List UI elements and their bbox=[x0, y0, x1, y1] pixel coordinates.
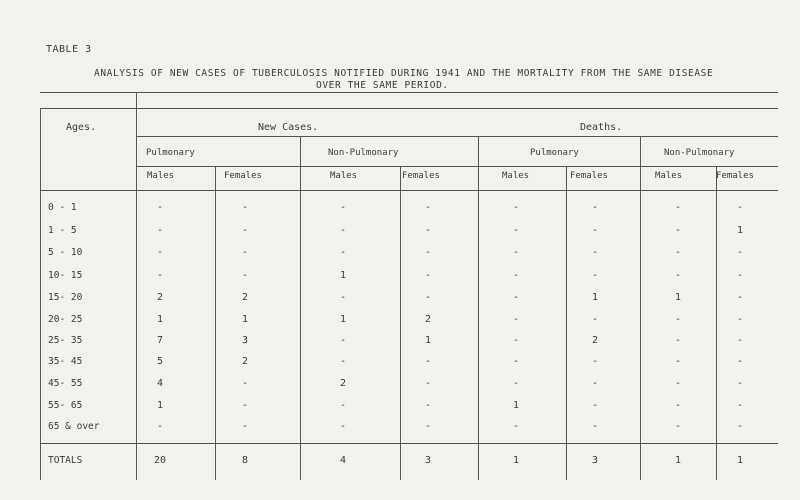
cell-new-pulm-males: 1 bbox=[156, 314, 164, 325]
age-group: 35- 45 bbox=[48, 356, 83, 367]
cell-deaths-pulm-males: - bbox=[512, 421, 520, 432]
cell-deaths-pulm-males: - bbox=[512, 270, 520, 281]
cell-new-nonpulm-females: 2 bbox=[424, 314, 432, 325]
cell-new-pulm-males: - bbox=[156, 225, 164, 236]
cell-deaths-pulm-females: - bbox=[591, 225, 599, 236]
cell-new-nonpulm-females: - bbox=[424, 202, 432, 213]
cell-new-nonpulm-males: - bbox=[339, 225, 347, 236]
total-new-pulm-males: 20 bbox=[153, 455, 167, 466]
cell-deaths-pulm-females: - bbox=[591, 356, 599, 367]
header-deaths-non-pulmonary: Non-Pulmonary bbox=[664, 148, 735, 158]
cell-deaths-nonpulm-females: - bbox=[736, 335, 744, 346]
cell-deaths-pulm-males: - bbox=[512, 335, 520, 346]
cell-deaths-pulm-males: - bbox=[512, 314, 520, 325]
cell-deaths-nonpulm-females: - bbox=[736, 292, 744, 303]
cell-deaths-nonpulm-males: - bbox=[674, 202, 682, 213]
total-new-pulm-females: 8 bbox=[241, 455, 249, 466]
cell-new-nonpulm-females: 1 bbox=[424, 335, 432, 346]
age-group: 25- 35 bbox=[48, 335, 83, 346]
cell-new-nonpulm-males: 1 bbox=[339, 314, 347, 325]
cell-new-pulm-males: - bbox=[156, 247, 164, 258]
cell-deaths-nonpulm-males: - bbox=[674, 314, 682, 325]
cell-new-nonpulm-females: - bbox=[424, 247, 432, 258]
cell-deaths-pulm-males: - bbox=[512, 247, 520, 258]
cell-new-pulm-females: 2 bbox=[241, 356, 249, 367]
total-deaths-pulm-females: 3 bbox=[591, 455, 599, 466]
cell-deaths-pulm-males: - bbox=[512, 356, 520, 367]
total-new-nonpulm-females: 3 bbox=[424, 455, 432, 466]
age-group: 55- 65 bbox=[48, 400, 83, 411]
cell-deaths-pulm-females: 2 bbox=[591, 335, 599, 346]
cell-new-pulm-females: - bbox=[241, 400, 249, 411]
age-group: 45- 55 bbox=[48, 378, 83, 389]
header-males: Males bbox=[147, 171, 175, 181]
cell-new-pulm-males: - bbox=[156, 202, 164, 213]
cell-deaths-nonpulm-females: - bbox=[736, 247, 744, 258]
cell-new-pulm-males: 5 bbox=[156, 356, 164, 367]
header-females: Females bbox=[402, 171, 440, 181]
cell-new-nonpulm-females: - bbox=[424, 378, 432, 389]
header-females: Females bbox=[224, 171, 262, 181]
cell-new-pulm-males: 2 bbox=[156, 292, 164, 303]
total-new-nonpulm-males: 4 bbox=[339, 455, 347, 466]
cell-new-nonpulm-males: - bbox=[339, 292, 347, 303]
age-group: 1 - 5 bbox=[48, 225, 77, 236]
header-deaths: Deaths. bbox=[580, 122, 623, 133]
cell-new-nonpulm-males: - bbox=[339, 356, 347, 367]
cell-new-pulm-males: - bbox=[156, 270, 164, 281]
cell-new-nonpulm-males: - bbox=[339, 335, 347, 346]
cell-deaths-nonpulm-males: - bbox=[674, 247, 682, 258]
cell-deaths-nonpulm-females: - bbox=[736, 378, 744, 389]
cell-deaths-nonpulm-females: - bbox=[736, 202, 744, 213]
cell-deaths-nonpulm-females: - bbox=[736, 400, 744, 411]
header-new-cases: New Cases. bbox=[258, 122, 319, 133]
header-females: Females bbox=[570, 171, 608, 181]
header-males: Males bbox=[655, 171, 683, 181]
age-group: 0 - 1 bbox=[48, 202, 77, 213]
header-new-non-pulmonary: Non-Pulmonary bbox=[328, 148, 399, 158]
cell-deaths-pulm-females: - bbox=[591, 314, 599, 325]
header-females: Females bbox=[716, 171, 754, 181]
cell-new-pulm-females: 1 bbox=[241, 314, 249, 325]
cell-new-pulm-females: - bbox=[241, 247, 249, 258]
table-label: TABLE 3 bbox=[46, 44, 92, 55]
table-title-line2: OVER THE SAME PERIOD. bbox=[316, 80, 449, 91]
cell-deaths-nonpulm-males: - bbox=[674, 225, 682, 236]
cell-new-nonpulm-males: - bbox=[339, 400, 347, 411]
header-deaths-pulmonary: Pulmonary bbox=[530, 148, 579, 158]
cell-deaths-nonpulm-males: - bbox=[674, 400, 682, 411]
cell-new-pulm-females: 2 bbox=[241, 292, 249, 303]
cell-new-nonpulm-females: - bbox=[424, 225, 432, 236]
total-deaths-nonpulm-females: 1 bbox=[736, 455, 744, 466]
age-group: 20- 25 bbox=[48, 314, 83, 325]
age-group: 15- 20 bbox=[48, 292, 83, 303]
cell-deaths-nonpulm-males: - bbox=[674, 421, 682, 432]
cell-new-nonpulm-males: 1 bbox=[339, 270, 347, 281]
age-group: 10- 15 bbox=[48, 270, 83, 281]
cell-deaths-nonpulm-males: - bbox=[674, 335, 682, 346]
cell-new-nonpulm-females: - bbox=[424, 400, 432, 411]
cell-new-nonpulm-males: 2 bbox=[339, 378, 347, 389]
cell-deaths-nonpulm-males: - bbox=[674, 378, 682, 389]
cell-new-pulm-males: 7 bbox=[156, 335, 164, 346]
cell-deaths-pulm-males: - bbox=[512, 202, 520, 213]
total-deaths-pulm-males: 1 bbox=[512, 455, 520, 466]
cell-deaths-pulm-females: - bbox=[591, 421, 599, 432]
cell-new-nonpulm-males: - bbox=[339, 421, 347, 432]
cell-new-pulm-females: - bbox=[241, 378, 249, 389]
cell-deaths-pulm-males: - bbox=[512, 225, 520, 236]
cell-deaths-pulm-males: 1 bbox=[512, 400, 520, 411]
header-new-pulmonary: Pulmonary bbox=[146, 148, 195, 158]
cell-new-pulm-females: - bbox=[241, 225, 249, 236]
total-deaths-nonpulm-males: 1 bbox=[674, 455, 682, 466]
cell-deaths-nonpulm-males: - bbox=[674, 356, 682, 367]
cell-new-pulm-females: - bbox=[241, 202, 249, 213]
header-males: Males bbox=[502, 171, 530, 181]
cell-deaths-nonpulm-males: 1 bbox=[674, 292, 682, 303]
cell-new-nonpulm-females: - bbox=[424, 421, 432, 432]
cell-deaths-nonpulm-females: - bbox=[736, 356, 744, 367]
cell-deaths-pulm-females: - bbox=[591, 247, 599, 258]
cell-deaths-nonpulm-females: - bbox=[736, 421, 744, 432]
cell-deaths-pulm-females: - bbox=[591, 202, 599, 213]
cell-deaths-nonpulm-females: 1 bbox=[736, 225, 744, 236]
cell-new-nonpulm-females: - bbox=[424, 292, 432, 303]
cell-new-pulm-females: 3 bbox=[241, 335, 249, 346]
cell-new-pulm-males: 4 bbox=[156, 378, 164, 389]
cell-new-pulm-females: - bbox=[241, 421, 249, 432]
cell-deaths-pulm-females: - bbox=[591, 270, 599, 281]
totals-label: TOTALS bbox=[48, 455, 83, 466]
cell-deaths-nonpulm-females: - bbox=[736, 270, 744, 281]
cell-deaths-pulm-males: - bbox=[512, 378, 520, 389]
cell-new-nonpulm-females: - bbox=[424, 270, 432, 281]
cell-deaths-pulm-females: 1 bbox=[591, 292, 599, 303]
cell-new-nonpulm-females: - bbox=[424, 356, 432, 367]
cell-new-pulm-females: - bbox=[241, 270, 249, 281]
header-ages: Ages. bbox=[66, 122, 97, 133]
cell-new-nonpulm-males: - bbox=[339, 247, 347, 258]
header-males: Males bbox=[330, 171, 358, 181]
age-group: 5 - 10 bbox=[48, 247, 83, 258]
age-group: 65 & over bbox=[48, 421, 100, 432]
cell-new-pulm-males: 1 bbox=[156, 400, 164, 411]
table-title-line1: ANALYSIS OF NEW CASES OF TUBERCULOSIS NOTIFIED DURING 1941 AND THE MORTALITY FROM THE SAME DISEASE bbox=[94, 68, 714, 79]
cell-deaths-nonpulm-females: - bbox=[736, 314, 744, 325]
cell-deaths-pulm-males: - bbox=[512, 292, 520, 303]
cell-new-nonpulm-males: - bbox=[339, 202, 347, 213]
cell-deaths-pulm-females: - bbox=[591, 400, 599, 411]
cell-deaths-pulm-females: - bbox=[591, 378, 599, 389]
cell-new-pulm-males: - bbox=[156, 421, 164, 432]
cell-deaths-nonpulm-males: - bbox=[674, 270, 682, 281]
